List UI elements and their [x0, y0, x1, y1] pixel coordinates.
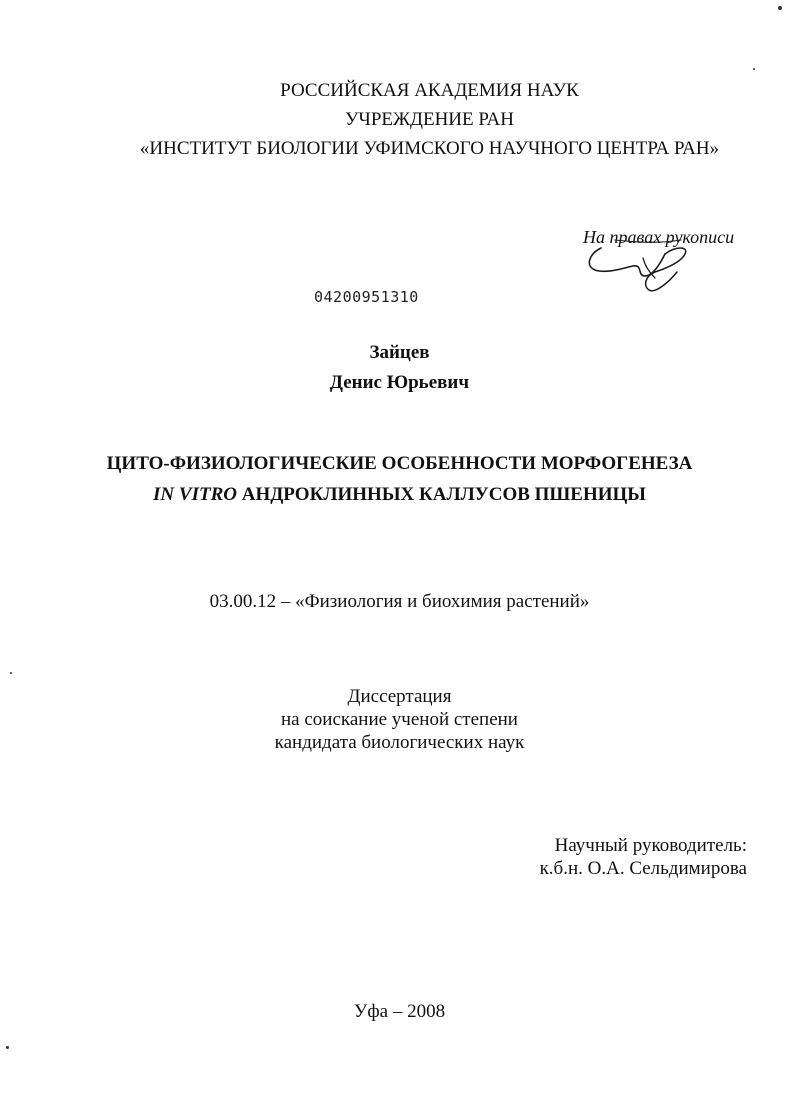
- author-given-names: Денис Юрьевич: [329, 372, 470, 393]
- thesis-title-line2: [0, 483, 799, 507]
- supervisor-label: Научный руководитель:: [554, 835, 747, 856]
- institution-type: УЧРЕЖДЕНИЕ РАН: [345, 109, 514, 130]
- thesis-title-italic: IN VITRO: [153, 484, 237, 505]
- handwritten-signature: [585, 238, 700, 294]
- degree-name: кандидата биологических наук: [274, 732, 525, 753]
- document-type: Диссертация: [347, 686, 452, 707]
- scan-speck: [753, 68, 755, 70]
- registration-number: 04200951310: [314, 288, 419, 306]
- specialty-code: 03.00.12 – «Физиология и биохимия растений»: [209, 591, 590, 612]
- scan-speck: [778, 6, 782, 10]
- supervisor-name: к.б.н. О.А. Сельдимирова: [539, 858, 747, 879]
- thesis-title-line1: ЦИТО-ФИЗИОЛОГИЧЕСКИЕ ОСОБЕННОСТИ МОРФОГЕНЕЗА: [106, 453, 693, 474]
- manuscript-rights-note: На правах рукописи: [583, 227, 735, 247]
- scan-speck: [6, 1046, 9, 1049]
- institute-name: «ИНСТИТУТ БИОЛОГИИ УФИМСКОГО НАУЧНОГО ЦЕНТРА РАН»: [139, 138, 720, 159]
- author-surname: Зайцев: [369, 342, 430, 363]
- academy-name: РОССИЙСКАЯ АКАДЕМИЯ НАУК: [280, 80, 579, 101]
- scan-speck: [10, 672, 12, 674]
- thesis-title-rest: АНДРОКЛИННЫХ КАЛЛУСОВ ПШЕНИЦЫ: [236, 484, 646, 505]
- place-and-year: Уфа – 2008: [353, 1001, 446, 1022]
- degree-purpose: на соискание ученой степени: [281, 709, 518, 730]
